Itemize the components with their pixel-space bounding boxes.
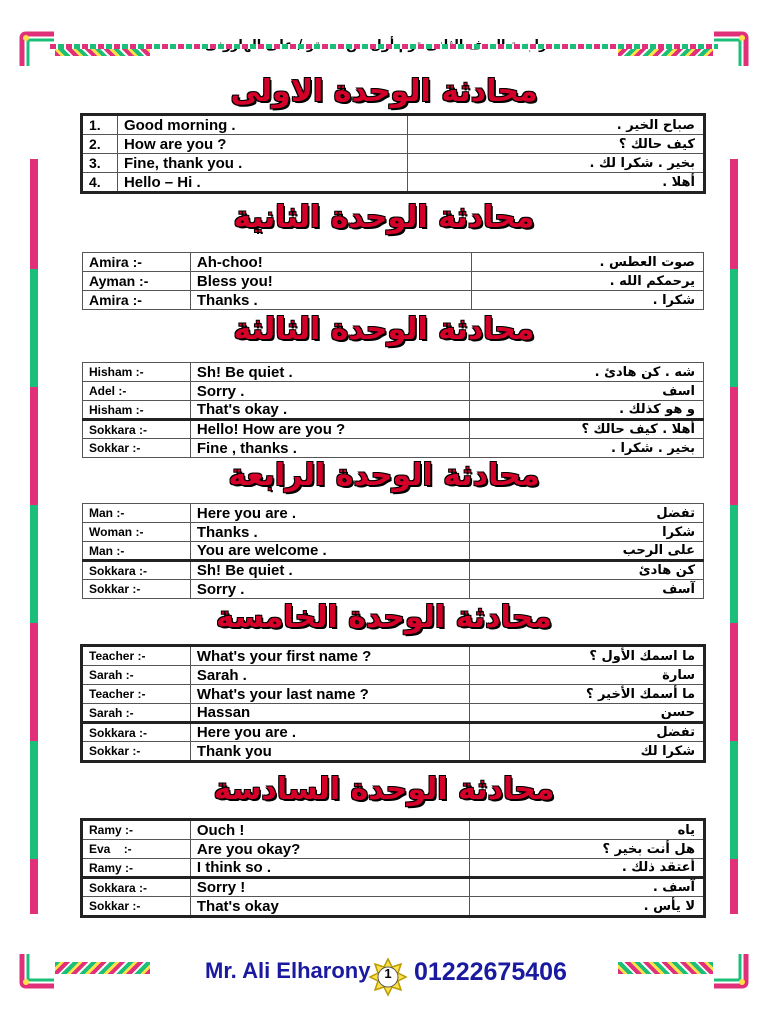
unit-2-table	[82, 252, 704, 310]
table-row	[83, 135, 704, 154]
english-phrase: Here you are .	[190, 723, 470, 742]
english-phrase: That's okay	[190, 897, 470, 916]
table-row	[83, 253, 704, 272]
table-row	[83, 580, 704, 599]
english-phrase: Fine, thank you .	[117, 154, 408, 173]
table-row	[83, 897, 704, 916]
speaker-name: Sokkar :-	[83, 742, 191, 761]
page-border-left	[30, 44, 38, 965]
page-border-top	[50, 44, 718, 49]
arabic-translation: و هو كذلك .	[470, 401, 704, 420]
speaker-name: Sokkara :-	[83, 420, 191, 439]
unit-5-table	[82, 646, 704, 761]
table-row	[83, 723, 704, 742]
arabic-translation: بخير . شكرا .	[470, 439, 704, 458]
speaker-name: Amira :-	[83, 253, 191, 272]
unit-6-table	[82, 820, 704, 916]
arabic-translation: أهلا . كيف حالك ؟	[470, 420, 704, 439]
arabic-translation: شكرا .	[472, 291, 704, 310]
arabic-translation: أهلا .	[408, 173, 704, 192]
unit-3-table	[82, 362, 704, 458]
speaker-name: Hisham :-	[83, 401, 191, 420]
english-phrase: Hassan	[190, 704, 470, 723]
english-phrase: Ouch !	[190, 821, 470, 840]
english-phrase: Bless you!	[190, 272, 471, 291]
english-phrase: Are you okay?	[190, 840, 470, 859]
unit-6-title: محادثة الوحدة السادسة	[213, 772, 555, 807]
unit-5-title: محادثة الوحدة الخامسة	[216, 600, 552, 635]
unit-2-title: محادثة الوحدة الثانية	[233, 200, 535, 235]
speaker-name: Man :-	[83, 504, 191, 523]
unit-4-table	[82, 503, 704, 599]
speaker-name: Man :-	[83, 542, 191, 561]
speaker-name: Teacher :-	[83, 685, 191, 704]
english-phrase: Thanks .	[190, 291, 471, 310]
arabic-translation: شكرا لك	[470, 742, 704, 761]
english-phrase: Sarah .	[190, 666, 470, 685]
arabic-translation: آسف	[470, 580, 704, 599]
arabic-translation: صوت العطس .	[472, 253, 704, 272]
table-row	[83, 401, 704, 420]
arabic-translation: بخير . شكرا لك .	[408, 154, 704, 173]
english-phrase: That's okay .	[190, 401, 470, 420]
arabic-translation: ياه	[470, 821, 704, 840]
english-phrase: Thank you	[190, 742, 470, 761]
arabic-translation: اسف	[470, 382, 704, 401]
arabic-translation: شه . كن هادئ .	[470, 363, 704, 382]
table-row	[83, 647, 704, 666]
table-row	[83, 154, 704, 173]
english-phrase: How are you ?	[117, 135, 408, 154]
english-phrase: What's your last name ?	[190, 685, 470, 704]
arabic-translation: صباح الخير .	[408, 116, 704, 135]
row-number: 3.	[83, 154, 118, 173]
table-row	[83, 363, 704, 382]
page-border-right	[730, 44, 738, 965]
table-row	[83, 420, 704, 439]
corner-ornament-bottom-left	[18, 950, 58, 990]
corner-ornament-top-right	[710, 30, 750, 70]
speaker-name: Sokkara :-	[83, 723, 191, 742]
table-row	[83, 685, 704, 704]
arabic-translation: آسف .	[470, 878, 704, 897]
arabic-translation: على الرحب	[470, 542, 704, 561]
arabic-translation: شكرا	[470, 523, 704, 542]
speaker-name: Sokkar :-	[83, 897, 191, 916]
row-number: 4.	[83, 173, 118, 192]
arabic-translation: أعتقد ذلك .	[470, 859, 704, 878]
table-row	[83, 666, 704, 685]
row-number: 2.	[83, 135, 118, 154]
speaker-name: Sokkara :-	[83, 561, 191, 580]
unit-4-title: محادثة الوحدة الرابعة	[228, 458, 540, 493]
arabic-translation: تفضل	[470, 723, 704, 742]
arabic-translation: هل أنت بخير ؟	[470, 840, 704, 859]
speaker-name: Sarah :-	[83, 704, 191, 723]
ribbon-bottom-right	[618, 962, 713, 974]
arabic-translation: لا يأس .	[470, 897, 704, 916]
speaker-name: Sokkara :-	[83, 878, 191, 897]
teacher-name: Mr. Ali Elharony	[205, 958, 371, 983]
speaker-name: Sokkar :-	[83, 580, 191, 599]
table-row	[83, 504, 704, 523]
table-row	[83, 742, 704, 761]
english-phrase: Thanks .	[190, 523, 470, 542]
arabic-translation: تفضل	[470, 504, 704, 523]
speaker-name: Sarah :-	[83, 666, 191, 685]
table-row	[83, 173, 704, 192]
english-phrase: Sorry .	[190, 382, 470, 401]
page-number: 1	[384, 966, 392, 981]
table-row	[83, 878, 704, 897]
speaker-name: Adel :-	[83, 382, 191, 401]
english-phrase: Here you are .	[190, 504, 470, 523]
speaker-name: Eva :-	[83, 840, 191, 859]
speaker-name: Hisham :-	[83, 363, 191, 382]
english-phrase: You are welcome .	[190, 542, 470, 561]
table-row	[83, 272, 704, 291]
table-row	[83, 291, 704, 310]
table-row	[83, 542, 704, 561]
english-phrase: Hello! How are you ?	[190, 420, 470, 439]
speaker-name: Amira :-	[83, 291, 191, 310]
speaker-name: Sokkar :-	[83, 439, 191, 458]
speaker-name: Ramy :-	[83, 821, 191, 840]
english-phrase: Good morning .	[117, 116, 408, 135]
table-row	[83, 840, 704, 859]
arabic-translation: ما أسمك الأخير ؟	[470, 685, 704, 704]
unit-1-table	[82, 115, 704, 192]
table-row	[83, 382, 704, 401]
english-phrase: Ah-choo!	[190, 253, 471, 272]
english-phrase: Fine , thanks .	[190, 439, 470, 458]
unit-3-title: محادثة الوحدة الثالثة	[233, 312, 535, 347]
arabic-translation: يرحمكم الله .	[472, 272, 704, 291]
english-phrase: Hello – Hi .	[117, 173, 408, 192]
table-row	[83, 561, 704, 580]
phone-number: 01222675406	[414, 958, 567, 986]
unit-1-title: محادثة الوحدة الاولى	[230, 74, 538, 109]
arabic-translation: كيف حالك ؟	[408, 135, 704, 154]
english-phrase: Sh! Be quiet .	[190, 363, 470, 382]
speaker-name: Ramy :-	[83, 859, 191, 878]
arabic-translation: سارة	[470, 666, 704, 685]
corner-ornament-bottom-right	[710, 950, 750, 990]
english-phrase: Sh! Be quiet .	[190, 561, 470, 580]
arabic-translation: ما اسمك الأول ؟	[470, 647, 704, 666]
table-row	[83, 859, 704, 878]
ribbon-bottom-left	[55, 962, 150, 974]
english-phrase: Sorry .	[190, 580, 470, 599]
table-row	[83, 821, 704, 840]
english-phrase: What's your first name ?	[190, 647, 470, 666]
corner-ornament-top-left	[18, 30, 58, 70]
arabic-translation: حسن	[470, 704, 704, 723]
english-phrase: I think so .	[190, 859, 470, 878]
speaker-name: Woman :-	[83, 523, 191, 542]
row-number: 1.	[83, 116, 118, 135]
speaker-name: Teacher :-	[83, 647, 191, 666]
table-row	[83, 523, 704, 542]
table-row	[83, 704, 704, 723]
speaker-name: Ayman :-	[83, 272, 191, 291]
table-row	[83, 116, 704, 135]
arabic-translation: كن هادئ	[470, 561, 704, 580]
english-phrase: Sorry !	[190, 878, 470, 897]
table-row	[83, 439, 704, 458]
